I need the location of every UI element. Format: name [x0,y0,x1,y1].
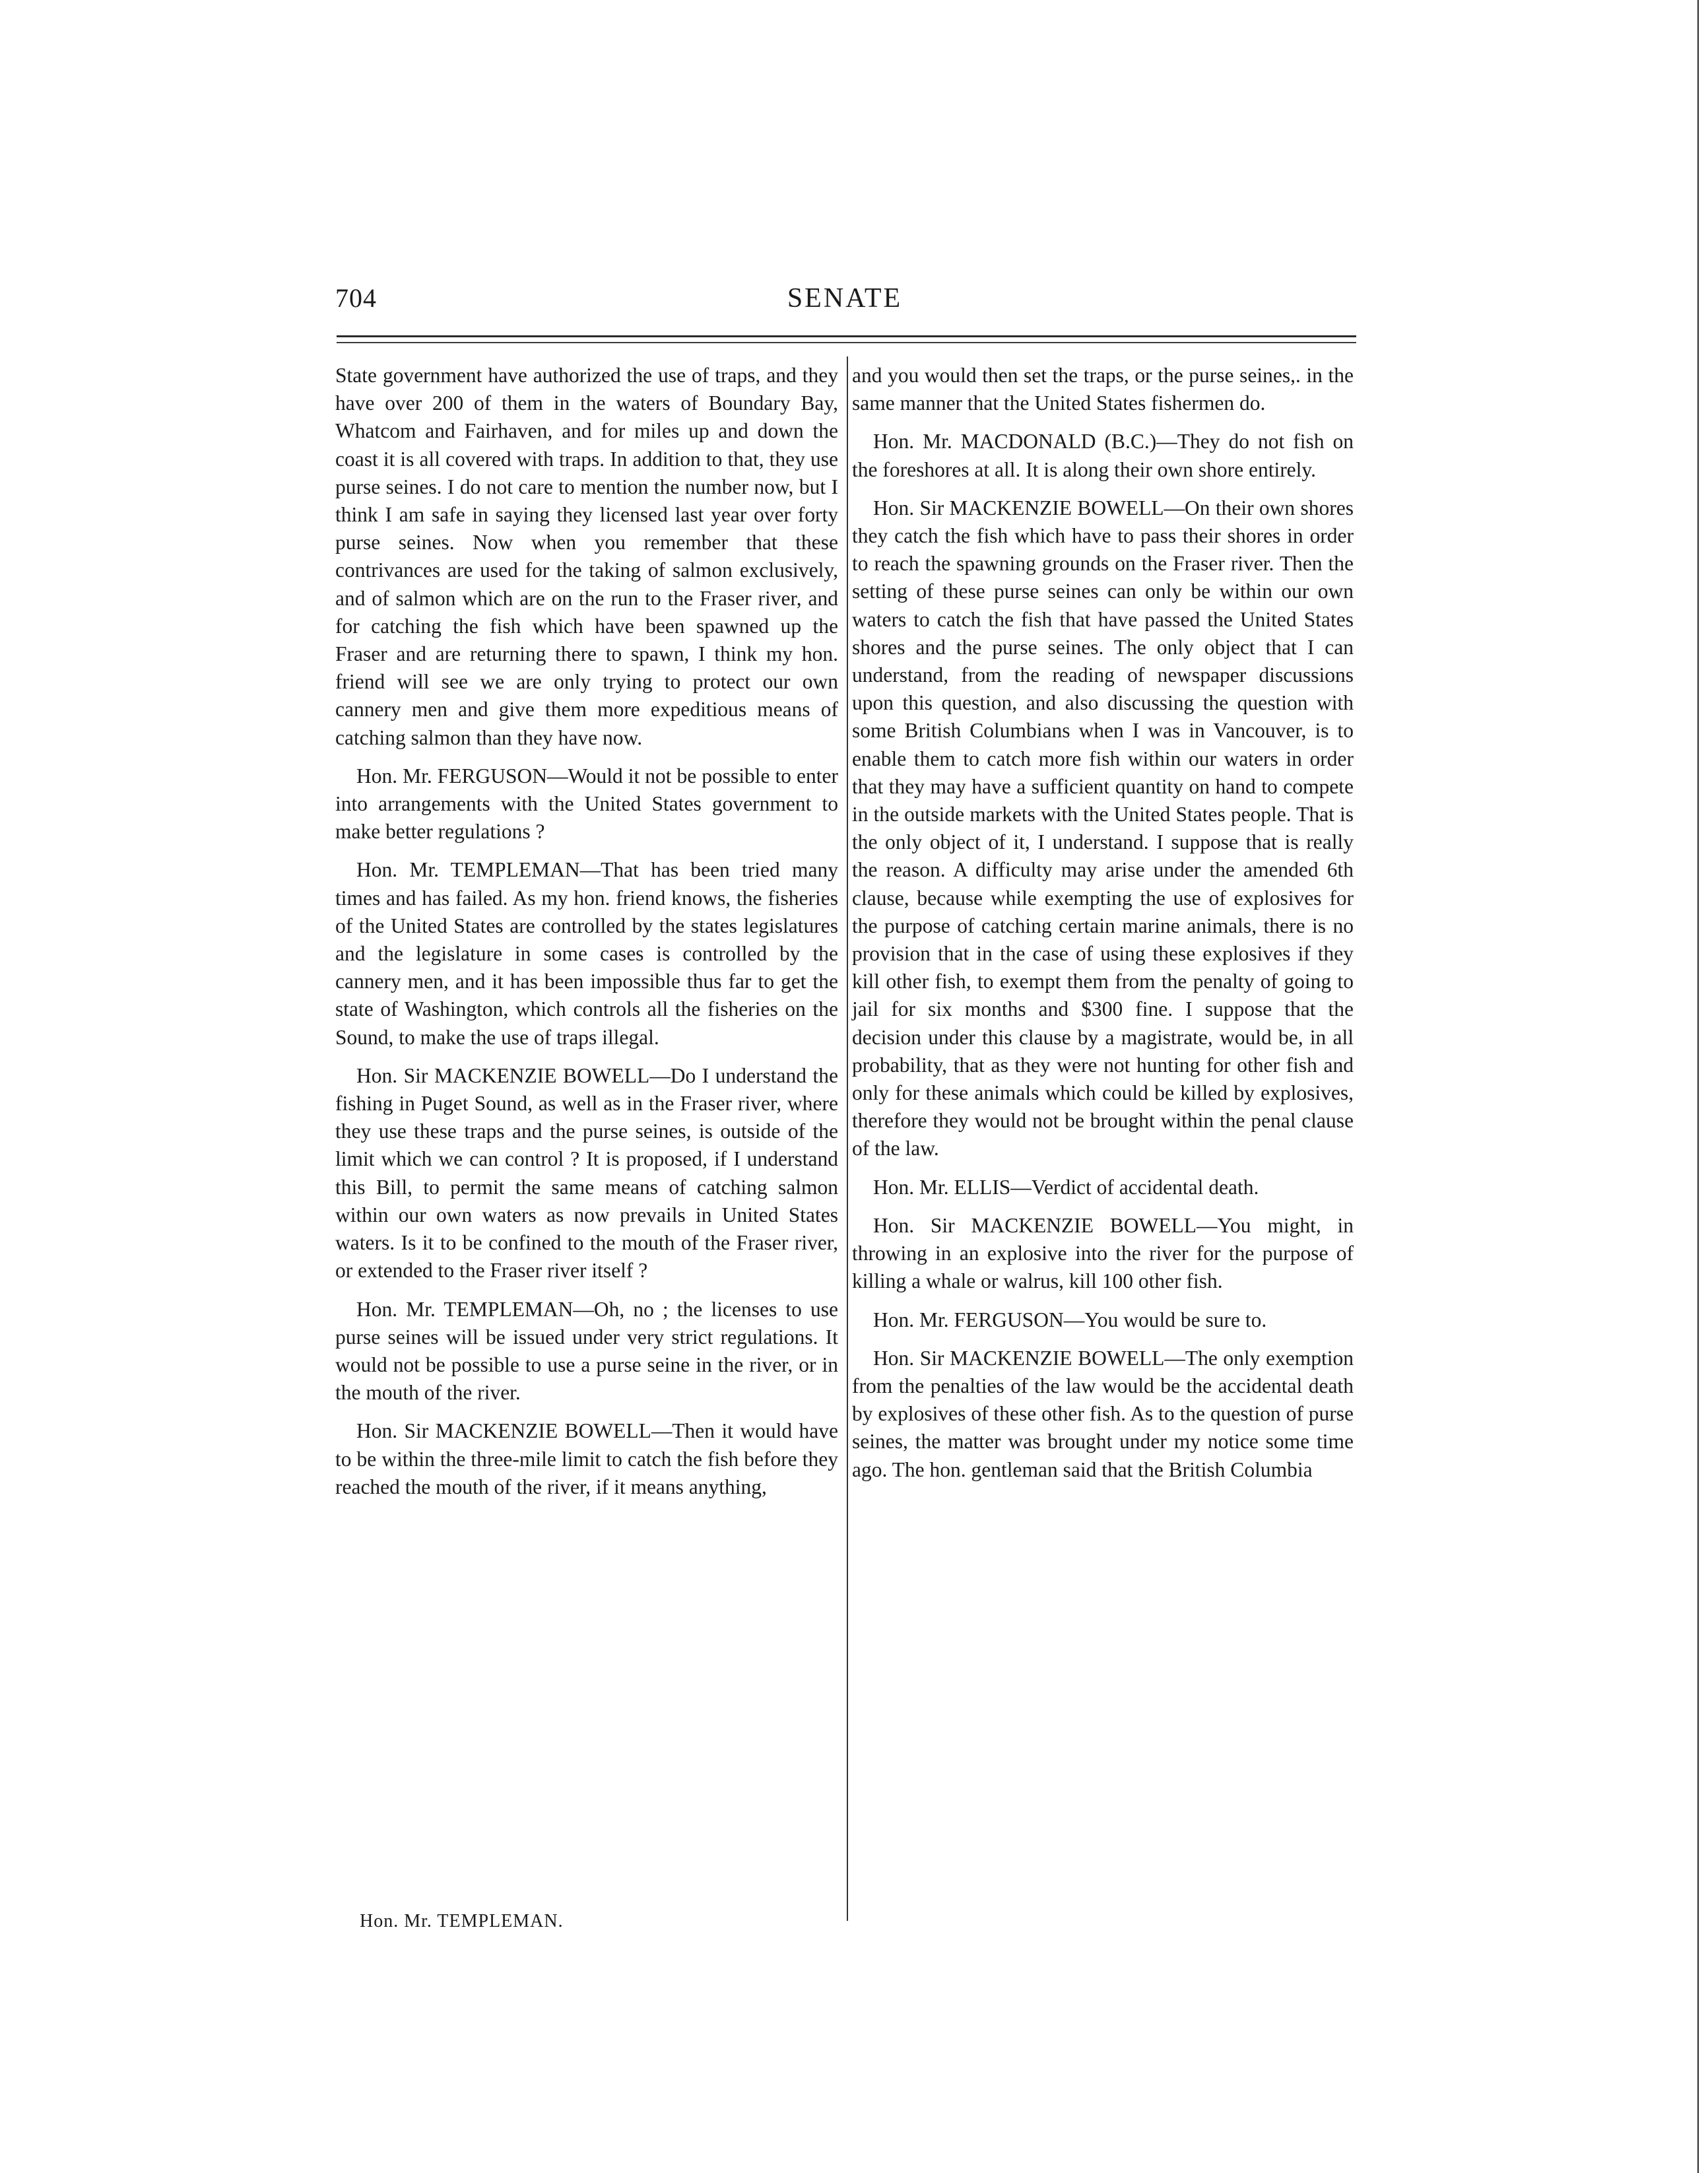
paragraph: Hon. Sir MACKENZIE BOWELL—On their own shores they catch the fish which have to pass their shores in order to reach the spawning grounds on the Fraser river. Then the setting of these purse seines can only be within our own waters to catch the fish that have passed the United States shores and the purse seines. The only object that I can understand, from the reading of newspaper discussions upon this question, and also discussing the question with some British Columbians when I was in Vancouver, is to enable them to catch more fish within our waters in order that they may have a sufficient quantity on hand to compete in the outside markets with the United States people. That is the only object of it, I understand. I suppose that is really the reason. A difficulty may arise under the amended 6th clause, because while exempting the use of explosives for the purpose of catching certain marine animals, there is no provision that in the case of using these explosives if they kill other fish, to exempt them from the penalty of going to jail for six months and $300 fine. I suppose that the decision under this clause by a magistrate, would be, in all probability, that as they were not hunting for other fish and only for these animals which could be killed by explosives, therefore they would not be brought within the penal clause of the law. [852,496,1354,1160]
running-head: SENATE [787,283,903,314]
page-header [330,283,1360,329]
paragraph: Hon. Mr. TEMPLEMAN—Oh, no ; the licenses to use purse seines will be issued under very strict regulations. It would not be possible to use a purse seine in the river, or in the mouth of the river. [335,1297,838,1405]
paragraph: Hon. Mr. FERGUSON—Would it not be possible to enter into arrangements with the United States government to make better regulations ? [335,764,838,844]
page-number: 704 [335,283,377,313]
paragraph: Hon. Sir MACKENZIE BOWELL—You might, in throwing in an explosive into the river for the purpose of killing a whale or walrus, kill 100 other fish. [852,1213,1354,1293]
column-divider [847,356,848,1921]
right-column [852,362,1354,1494]
paragraph: Hon. Mr. TEMPLEMAN—That has been tried many times and has failed. As my hon. friend knows, the fisheries of the United States are controlled by the states legislatures and the legislature in some cases is controlled by the cannery men, and it has been impossible thus far to get the state of Washington, which controls all the fisheries on the Sound, to make the use of traps illegal. [335,858,838,1049]
paragraph: and you would then set the traps, or the purse seines,. in the same manner that the United States fishermen do. [852,364,1354,415]
paragraph: Hon. Sir MACKENZIE BOWELL—Do I understand the fishing in Puget Sound, as well as in the Fraser river, where they use these traps and the purse seines, is outside of the limit which we can control ? It is proposed, if I understand this Bill, to permit the same means of catching salmon within our own waters as now prevails in United States waters. Is it to be confined to the mouth of the Fraser river, or extended to the Fraser river itself ? [335,1063,838,1283]
left-column [335,362,838,1512]
paragraph: Hon. Sir MACKENZIE BOWELL—Then it would have to be within the three-mile limit to catch the fish before they reached the mouth of the river, if it means anything, [335,1419,838,1498]
paragraph: Hon. Sir MACKENZIE BOWELL—The only exemption from the penalties of the law would be the accidental death by explosives of these other fish. As to the question of purse seines, the matter was brought under my notice some time ago. The hon. gentleman said that the British Columbia [852,1346,1354,1481]
page-edge [1697,0,1699,2173]
paragraph: Hon. Mr. FERGUSON—You would be sure to. [873,1308,1267,1331]
paragraph: Hon. Mr. ELLIS—Verdict of accidental death. [873,1175,1259,1199]
header-rule [337,335,1356,337]
header-rule-secondary [337,342,1356,343]
paragraph: State government have authorized the use of traps, and they have over 200 of them in the waters of Boundary Bay, Whatcom and Fairhaven, and for miles up and down the coast it is all covered with traps. In addition to that, they use purse seines. I do not care to mention the number now, but I think I am safe in saying they licensed last year over forty purse seines. Now when you remember that these contrivances are used for the taking of salmon exclusively, and of salmon which are on the run to the Fraser river, and for catching the fish which have been spawned up the Fraser and are returning there to spawn, I think my hon. friend will see we are only trying to protect our own cannery men and give them more expeditious means of catching salmon than they have now. [335,364,838,749]
paragraph: Hon. Mr. MACDONALD (B.C.)—They do not fish on the foreshores at all. It is along their own shore entirely. [852,430,1354,481]
footer-catchword: Hon. Mr. TEMPLEMAN. [360,1911,564,1931]
